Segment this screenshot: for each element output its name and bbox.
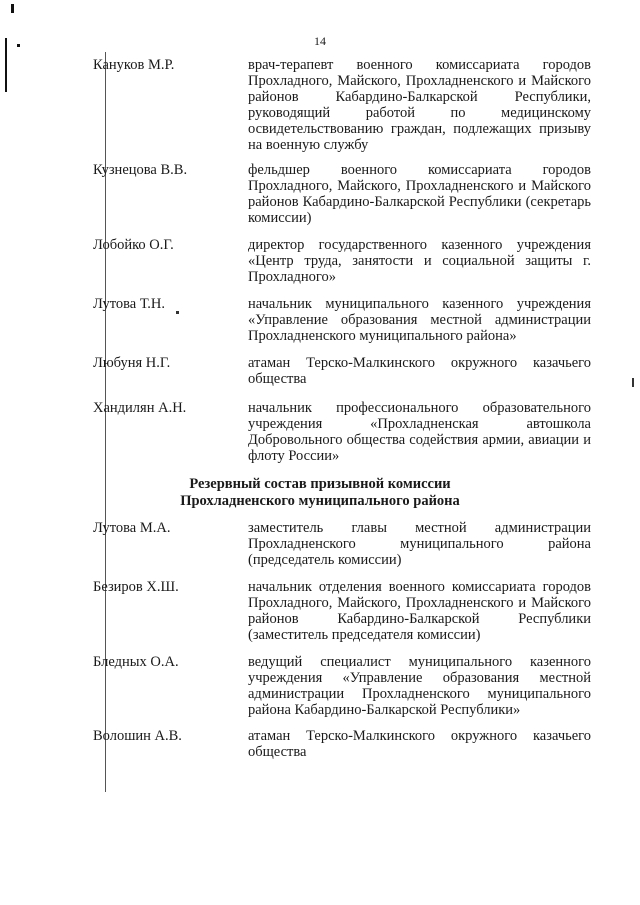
member-entry (93, 355, 591, 387)
reserve-heading-line1: Резервный состав призывной комиссии (189, 476, 451, 492)
member-role: начальник профессионального образовательного учреждения «Прохладненская автошкола Добровольного общества содействия армии, авиации и флоту России» (248, 400, 591, 464)
member-role: начальник отделения военного комиссариата городов Прохладного, Майского, Прохладненского и Майского районов Кабардино-Балкарской Республики (заместитель председателя комиссии) (248, 579, 591, 643)
member-name: Лобойко О.Г. (93, 237, 174, 253)
member-name: Кануков М.Р. (93, 57, 175, 73)
reserve-heading (0, 476, 640, 510)
member-role: атаман Терско-Малкинского окружного казачьего общества (248, 355, 591, 387)
member-name: Хандилян А.Н. (93, 400, 187, 416)
member-entry (93, 400, 591, 464)
member-role: начальник муниципального казенного учреждения «Управление образования местной администрации Прохладненского муниципального района» (248, 296, 591, 344)
page-number: 14 (314, 34, 326, 48)
member-entry (93, 162, 591, 226)
reserve-member-entry (93, 728, 591, 760)
member-name: Лутова Т.Н. (93, 296, 165, 312)
member-role: фельдшер военного комиссариата городов Прохладного, Майского, Прохладненского и Майского районов Кабардино-Балкарской Республики (секретарь комиссии) (248, 162, 591, 226)
member-role: заместитель главы местной администрации Прохладненского муниципального района (председатель комиссии) (248, 520, 591, 568)
member-name: Волошин А.В. (93, 728, 182, 744)
member-name: Безиров Х.Ш. (93, 579, 179, 595)
scan-speck (632, 378, 634, 387)
member-role: директор государственного казенного учреждения «Центр труда, занятости и социальной защиты г. Прохладного» (248, 237, 591, 285)
member-entry (93, 57, 591, 153)
reserve-member-entry (93, 579, 591, 643)
reserve-member-entry (93, 520, 591, 568)
member-name: Бледных О.А. (93, 654, 179, 670)
member-name: Лутова М.А. (93, 520, 171, 536)
reserve-heading-line2: Прохладненского муниципального района (180, 493, 460, 509)
member-name: Любуня Н.Г. (93, 355, 171, 371)
reserve-member-entry (93, 654, 591, 718)
scan-margin-bar-top (11, 4, 14, 13)
member-role: врач-терапевт военного комиссариата городов Прохладного, Майского, Прохладненского и Майского районов Кабардино-Балкарской Республики, руководящий работой по медицинскому освидетельствованию граждан, подлежащих призыву на военную службу (248, 57, 591, 153)
member-role: атаман Терско-Малкинского окружного казачьего общества (248, 728, 591, 760)
member-role: ведущий специалист муниципального казенного учреждения «Управление образования местной администрации Прохладненского муниципального района Кабардино-Балкарской Республики» (248, 654, 591, 718)
member-entry (93, 296, 591, 344)
member-name: Кузнецова В.В. (93, 162, 188, 178)
member-entry (93, 237, 591, 285)
